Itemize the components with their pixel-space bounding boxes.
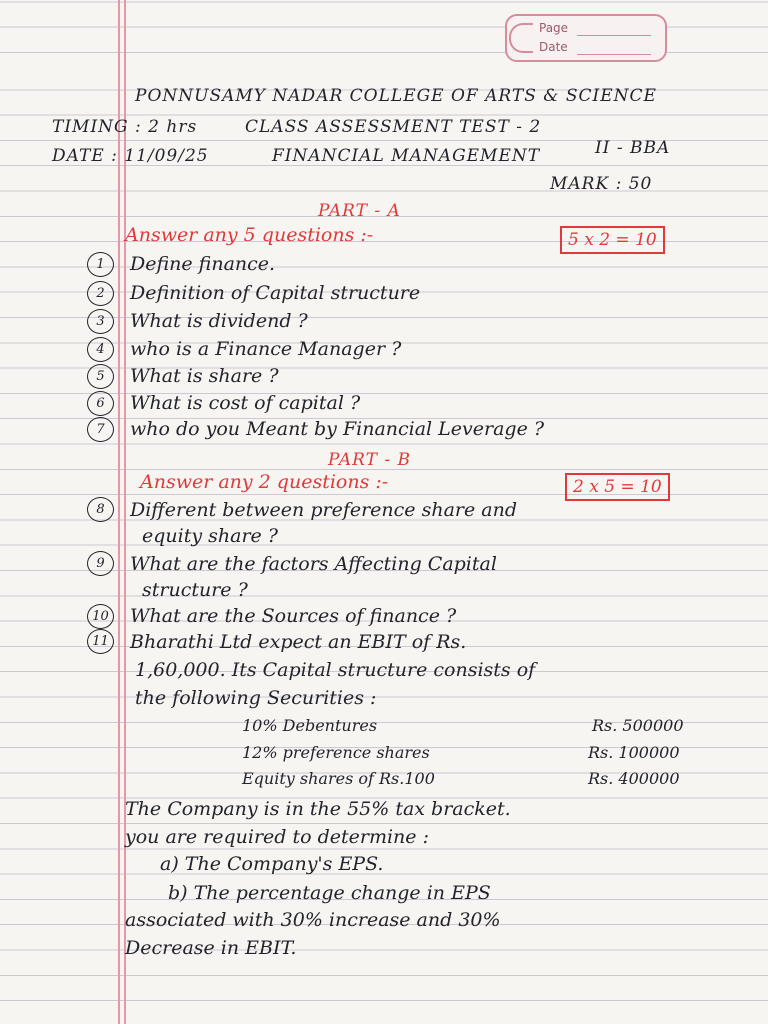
sub-question-b: b) The percentage change in EPS (168, 882, 491, 904)
security-amount: Rs. 100000 (588, 743, 680, 762)
question-text-cont: structure ? (142, 579, 248, 601)
part-b-instruction: Answer any 2 questions :- (140, 471, 389, 493)
question-number: 3 (87, 309, 114, 334)
question-text-cont: you are required to determine : (125, 826, 429, 848)
question-number: 1 (87, 252, 114, 277)
page-line (577, 35, 651, 36)
question-text: What is cost of capital ? (130, 392, 361, 414)
max-marks: MARK : 50 (550, 174, 653, 194)
question-number: 8 (87, 497, 114, 522)
part-a-instruction: Answer any 5 questions :- (125, 224, 374, 246)
timing: TIMING : 2 hrs (52, 117, 198, 137)
question-number: 9 (87, 551, 114, 576)
subject: FINANCIAL MANAGEMENT (272, 146, 541, 166)
security-name: Equity shares of Rs.100 (242, 769, 435, 788)
sub-question-b-cont: Decrease in EBIT. (125, 937, 297, 959)
part-b-marks: 2 x 5 = 10 (565, 473, 670, 501)
question-number: 7 (87, 417, 114, 442)
page-date-box (505, 14, 667, 62)
question-text: Bharathi Ltd expect an EBIT of Rs. (130, 631, 467, 653)
question-number: 11 (87, 629, 114, 654)
part-a-title: PART - A (318, 201, 401, 221)
question-number: 6 (87, 391, 114, 416)
sub-question-a: a) The Company's EPS. (160, 853, 384, 875)
test-title: CLASS ASSESSMENT TEST - 2 (245, 117, 542, 137)
question-text-cont: 1,60,000. Its Capital structure consists of (135, 659, 536, 681)
question-text: What are the Sources of finance ? (130, 605, 457, 627)
question-text-cont: equity share ? (142, 525, 278, 547)
date-label: Date (539, 40, 568, 54)
question-text: who is a Finance Manager ? (130, 338, 402, 360)
question-text: What is share ? (130, 365, 279, 387)
exam-date: DATE : 11/09/25 (52, 146, 209, 166)
page-box-arc-icon (509, 23, 533, 53)
question-text-cont: The Company is in the 55% tax bracket. (125, 798, 511, 820)
question-text: What are the factors Affecting Capital (130, 553, 497, 575)
question-number: 4 (87, 337, 114, 362)
question-number: 2 (87, 281, 114, 306)
part-a-marks: 5 x 2 = 10 (560, 226, 665, 254)
security-name: 10% Debentures (242, 716, 378, 735)
question-text-cont: the following Securities : (135, 687, 377, 709)
security-name: 12% preference shares (242, 743, 430, 762)
security-amount: Rs. 400000 (588, 769, 680, 788)
question-text: Definition of Capital structure (130, 282, 421, 304)
sub-question-b-cont: associated with 30% increase and 30% (125, 909, 501, 931)
question-number: 5 (87, 364, 114, 389)
question-text: who do you Meant by Financial Leverage ? (130, 418, 545, 440)
question-text: What is dividend ? (130, 310, 308, 332)
page-label: Page (539, 21, 569, 35)
question-number: 10 (87, 604, 114, 629)
question-text: Different between preference share and (130, 499, 517, 521)
part-b-title: PART - B (328, 450, 412, 470)
college-name: PONNUSAMY NADAR COLLEGE OF ARTS & SCIENCE (135, 86, 657, 106)
question-text: Define finance. (130, 253, 276, 275)
date-line (577, 54, 651, 55)
class-name: II - BBA (595, 138, 671, 158)
security-amount: Rs. 500000 (592, 716, 684, 735)
